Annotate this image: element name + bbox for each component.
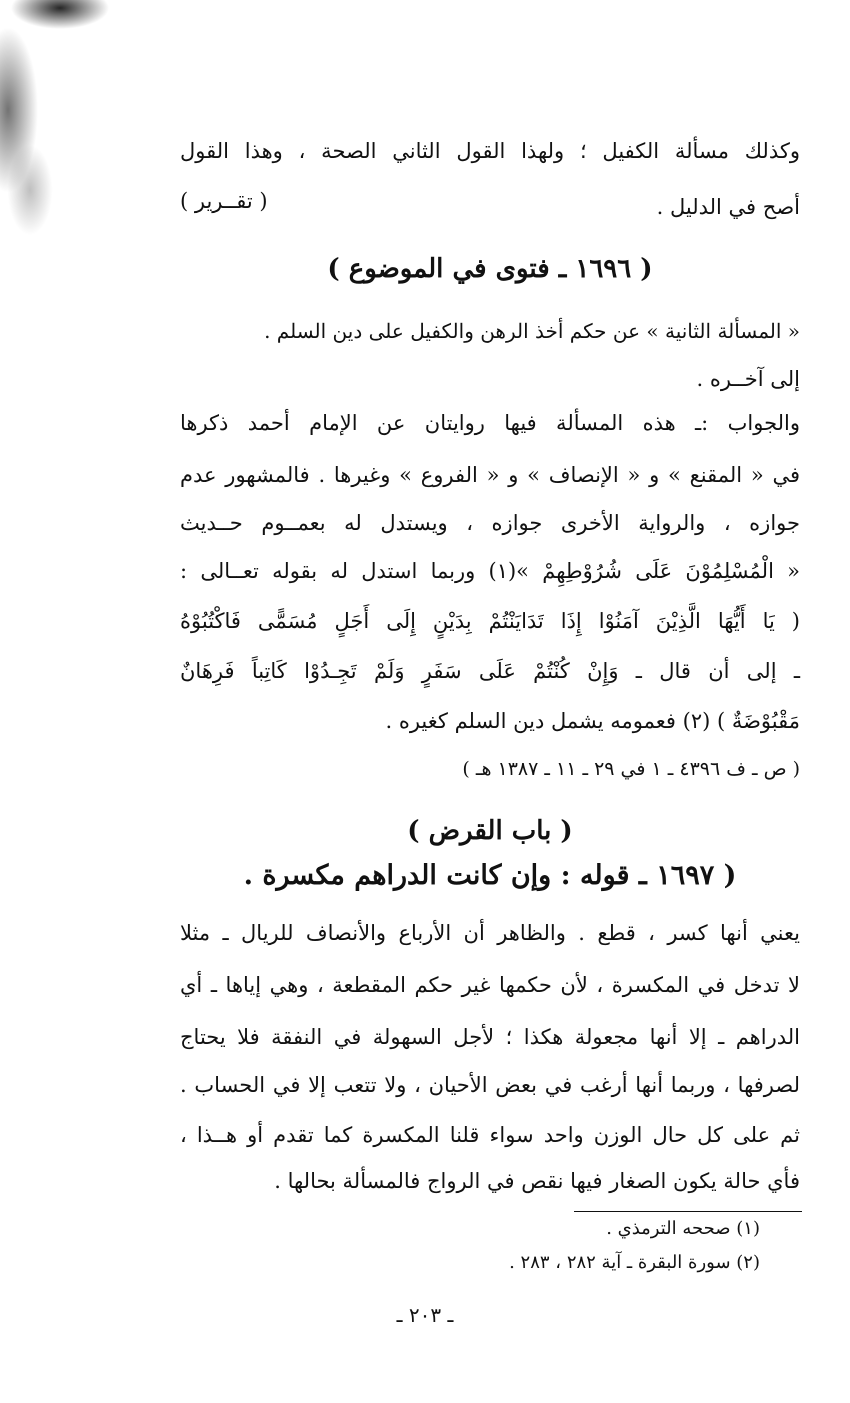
body-line: لا تدخل في المكسرة ، لأن حكمها غير حكم المقطعة ، وهي إياها ـ أي [180,973,800,997]
answer-line: ( يَا أَيُّهَا الَّذِيْنَ آمَنُوْا إِذَا تَدَايَنْتُمْ بِدَيْنٍ إِلَى أَجَلٍ مُسَمًّى فَاكْتُبُوْهُ [180,609,800,633]
scan-smudge [0,0,150,240]
fatwa-heading: ( ١٦٩٦ ـ فتوى في الموضوع ) [327,254,653,284]
intro-line-2: أصح في الدليل . [656,195,800,219]
answer-line: جوازه ، والرواية الأخرى جوازه ، ويستدل له بعمــوم حــديث [180,511,800,535]
answer-line: والجواب :ـ هذه المسألة فيها روايتان عن الإمام أحمد ذكرها [180,411,800,435]
page-number: ـ ٢٠٣ ـ [396,1303,454,1327]
question-line-1: « المسألة الثانية » عن حكم أخذ الرهن والكفيل على دين السلم . [264,319,800,343]
fatwa-reference: ( ص ـ ف ٤٣٩٦ ـ ١ في ٢٩ ـ ١١ ـ ١٣٨٧ هـ ) [462,758,800,780]
taqrir-label: ( تقــرير ) [180,189,268,213]
answer-line: ـ إلى أن قال ـ وَإِنْ كُنْتُمْ عَلَى سَفَرٍ وَلَمْ تَجِـدُوْا كَاتِباً فَرِهَانٌ [180,659,800,683]
chapter-heading: ( باب القرض ) [407,816,573,846]
answer-line: مَقْبُوْضَةٌ ) (٢) فعمومه يشمل دين السلم كغيره . [385,709,800,733]
body-line: يعني أنها كسر ، قطع . والظاهر أن الأرباع والأنصاف للريال ـ مثلا [180,921,800,945]
body-line: لصرفها ، وربما أنها أرغب في بعض الأحيان ، ولا تتعب إلا في الحساب . [180,1073,800,1097]
answer-line: « الْمُسْلِمُوْنَ عَلَى شُرُوْطِهِمْ »(١) وربما استدل له بقوله تعــالى : [180,559,800,583]
answer-line: في « المقنع » و « الإنصاف » و « الفروع » وغيرها . فالمشهور عدم [180,463,800,487]
footnote-1: (١) صححه الترمذي . [606,1218,760,1239]
body-line: ثم على كل حال الوزن واحد سواء قلنا المكسرة كما تقدم أو هــذا ، [180,1123,800,1147]
question-line-2: إلى آخــره . [696,367,800,391]
intro-line-1: وكذلك مسألة الكفيل ؛ ولهذا القول الثاني الصحة ، وهذا القول [180,139,800,163]
body-line: فأي حالة يكون الصغار فيها نقص في الرواج فالمسألة بحالها . [274,1169,800,1193]
section-heading: ( ١٦٩٧ ـ قوله : وإن كانت الدراهم مكسرة . [243,860,737,891]
footnotes [180,0,800,1403]
footnote-2: (٢) سورة البقرة ـ آية ٢٨٢ ، ٢٨٣ . [509,1252,760,1273]
body-line: الدراهم ـ إلا أنها مجعولة هكذا ؛ لأجل السهولة في النفقة فلا يحتاج [180,1025,800,1049]
